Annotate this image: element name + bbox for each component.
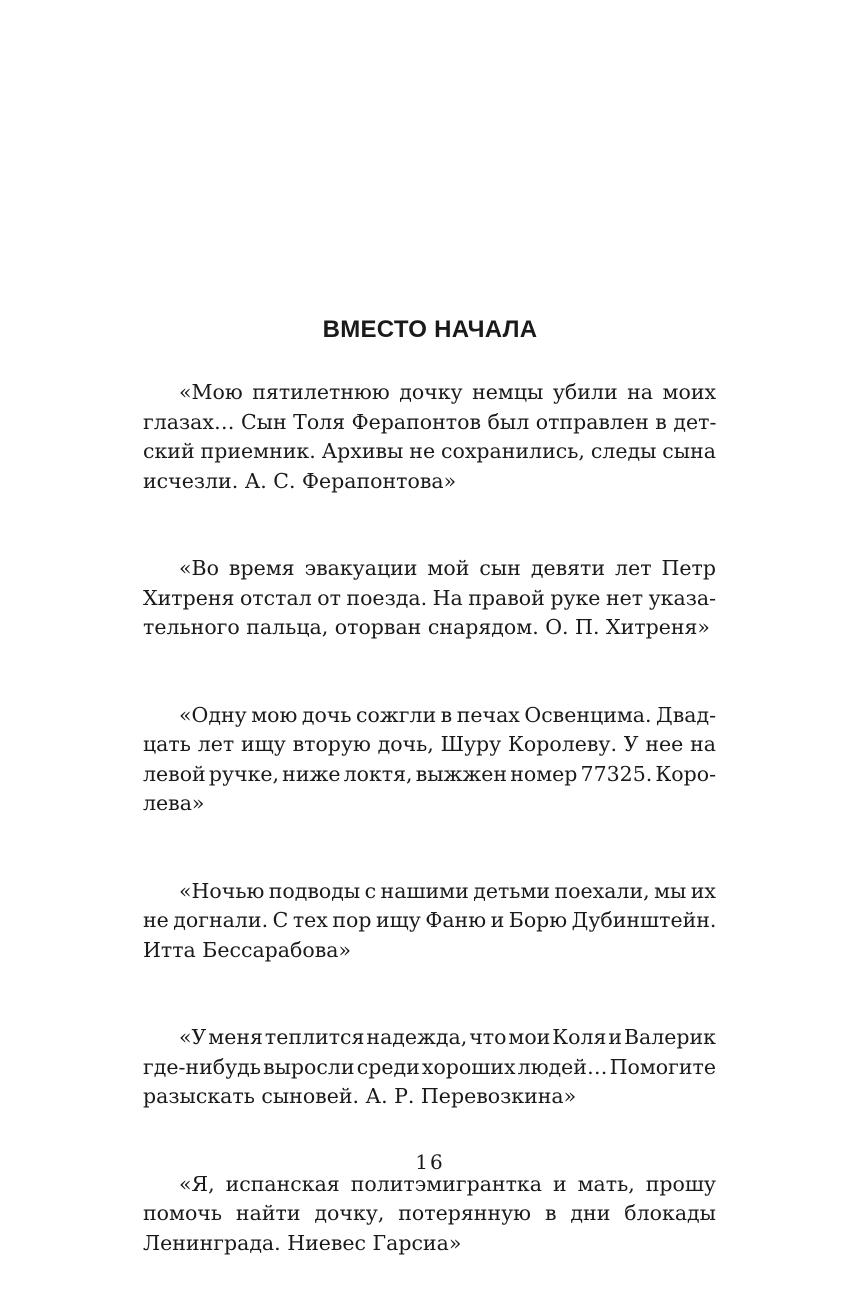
text-line: Ленинграда. Ниевес Гарсиа» [143, 1230, 462, 1255]
chapter-heading: ВМЕСТО НАЧАЛА [322, 316, 538, 343]
text-line: левой ручке, ниже локтя, выжжен номер 77325. Коро- [143, 761, 716, 786]
chapter-body [143, 378, 716, 1316]
text-line: не догнали. С тех пор ищу Фаню и Борю Дубинштейн. [143, 908, 717, 932]
text-line: «Одну мою дочь сожгли в печах Освенцима. Двад- [179, 702, 717, 727]
text-line: «Мою пятилетнюю дочку немцы убили на моих [179, 380, 717, 404]
text-line: помочь найти дочку, потерянную в дни блокады [143, 1201, 716, 1225]
text-line: «У меня теплится надежда, что мои Коля и Валерик [179, 1025, 716, 1049]
text-line: цать лет ищу вторую дочь, Шуру Королеву. У нее на [143, 732, 716, 756]
paragraph [143, 378, 716, 496]
text-line: тельного пальца, оторван снарядом. О. П. Хитреня» [143, 615, 710, 639]
paragraph [143, 554, 716, 643]
text-line: лева» [143, 791, 205, 815]
paragraph [143, 701, 716, 819]
paragraph [143, 877, 716, 966]
text-line: Итта Бессарабова» [143, 937, 352, 962]
paragraph [143, 1170, 716, 1259]
text-line: «Ночью подводы с нашими детьми поехали, мы их [179, 878, 716, 903]
text-line: Хитреня отстал от поезда. На правой руке нет указа- [143, 585, 717, 610]
text-line: глазах… Сын Толя Ферапонтов был отправлен в дет- [143, 409, 717, 434]
text-line: разыскать сыновей. А. Р. Перевозкина» [143, 1084, 577, 1108]
text-line: «Я, испанская политэмигрантка и мать, прошу [179, 1171, 716, 1196]
paragraph [143, 1023, 716, 1112]
text-line: где-нибудь выросли среди хороших людей… Помогите [143, 1054, 716, 1079]
text-line: «Во время эвакуации мой сын девяти лет Петр [179, 556, 716, 580]
text-line: исчезли. А. С. Ферапонтова» [143, 468, 457, 493]
page-number: 16 [415, 1150, 445, 1174]
text-line: ский приемник. Архивы не сохранились, следы сына [143, 439, 716, 463]
